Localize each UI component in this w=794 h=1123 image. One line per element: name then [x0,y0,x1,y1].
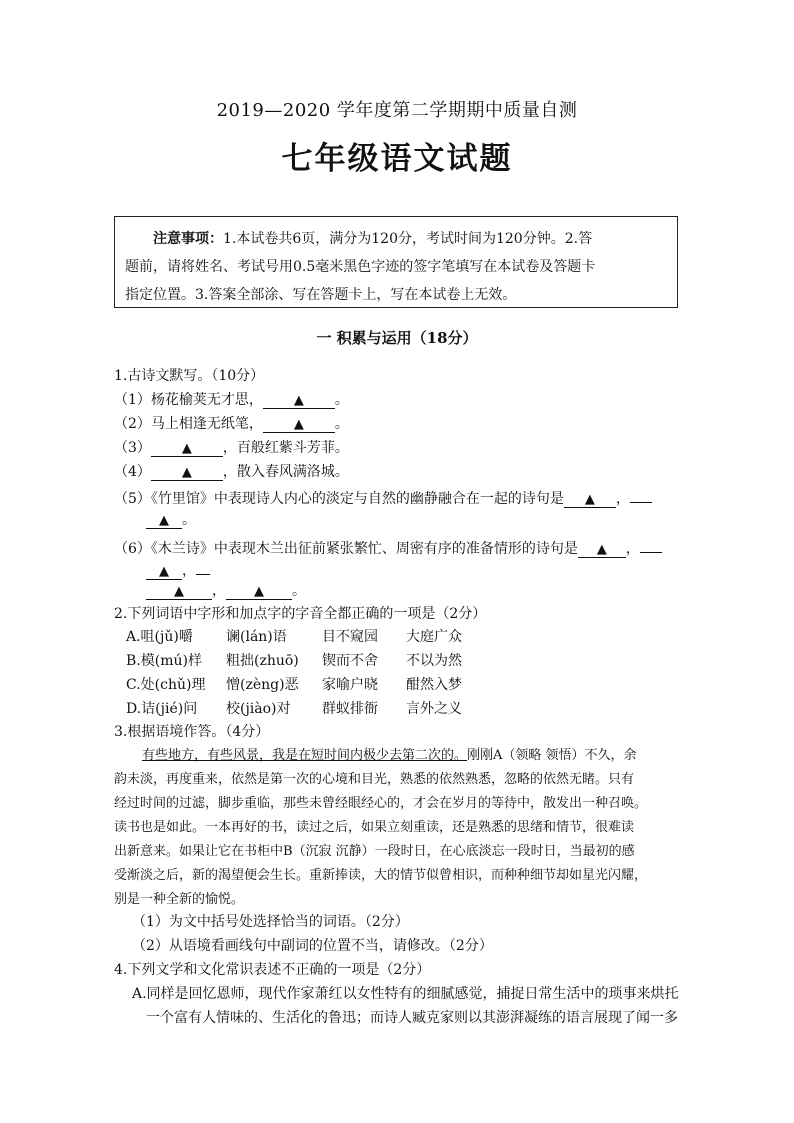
passage-line-3: 经过时间的过滤，脚步重临，那些未曾经眼经心的，才会在岁月的等待中，散发出一种召唤。 [114,796,648,811]
q3-heading: 3.根据语境作答。（4分） [114,724,270,740]
comma: ， [615,491,630,507]
answer-blank[interactable] [263,392,335,409]
triangle-icon: ▲ [293,417,304,432]
answer-blank[interactable] [196,558,210,575]
triangle-icon: ▲ [159,564,169,579]
notice-line-1: 1.本试卷共6页，满分为120分，考试时间为120分钟。2.答 [223,231,593,247]
notice-line-3: 指定位置。3.答案全部涂、写在答题卡上，写在本试卷上无效。 [125,287,517,303]
triangle-icon: ▲ [293,393,304,408]
q1-heading: 1.古诗文默写。（10分） [114,368,265,384]
triangle-icon: ▲ [584,492,595,507]
q1-item-3-end: ，百般红紫斗芳菲。 [222,440,349,456]
q1-item-1-end: 。 [334,392,349,408]
q1-item-6-text: （6）《木兰诗》中表现木兰出征前紧张繁忙、周密有序的准备情形的诗句是 [114,541,578,557]
passage-line-4: 读书也是如此。一本再好的书，读过之后，如果立刻重读，还是熟悉的思绪和情节，很难读 [114,820,635,835]
q1-item-4-text: （4） [114,464,151,480]
q2-option-c[interactable] [126,675,462,695]
q3-sub-1: （1）为文中括号处选择恰当的词语。（2分） [132,914,409,930]
option-word: D.诘(jié)问 [126,701,198,717]
q1-item-3-text: （3） [114,440,151,456]
notice-label: 注意事项： [153,231,223,247]
q1-item-5-text: （5）《竹里馆》中表现诗人内心的淡定与自然的幽静融合在一起的诗句是 [114,491,564,507]
option-word: A.咀(jǔ)嚼 [126,629,193,645]
answer-blank[interactable] [578,541,626,558]
underlined-sentence: 有些地方，有些风景，我是在短时间内极少去第二次的。 [142,748,468,763]
q1-item-1-text: （1）杨花榆荚无才思， [114,392,263,408]
option-word: B.模(mú)样 [126,653,202,669]
q3-passage [114,744,684,912]
triangle-icon: ▲ [159,513,169,528]
q2-option-b[interactable] [126,651,462,671]
q3-sub-2: （2）从语境看画线句中副词的位置不当，请修改。（2分） [132,938,493,954]
answer-blank[interactable] [146,512,182,529]
q1-item-4 [114,462,349,482]
answer-blank[interactable] [226,583,292,600]
notice-line-2: 题前，请将姓名、考试号用0.5毫米黑色字迹的签字笔填写在本试卷及答题卡 [125,259,596,275]
answer-blank[interactable] [146,583,212,600]
option-word: 大庭广众 [406,629,462,645]
option-word: 谰(lán)语 [226,629,287,645]
answer-blank[interactable] [151,464,223,481]
option-word: 锲而不舍 [322,653,378,669]
q4-heading: 4.下列文学和文化常识表述不正确的一项是（2分） [114,962,431,978]
answer-blank[interactable] [640,536,662,553]
exam-subtitle: 2019—2020 学年度第二学期期中质量自测 [216,100,578,121]
q1-item-6-cont [146,558,210,581]
option-word: 不以为然 [406,653,462,669]
q4-option-a-line-1[interactable]: A.同样是回忆恩师，现代作家萧红以女性特有的细腻感觉，捕捉日常生活中的琐事来烘托 [132,986,679,1002]
triangle-icon: ▲ [181,465,192,480]
section-heading: 一 积累与运用（18分） [316,329,478,347]
option-word: 群蚁排衙 [322,701,378,717]
comma: ， [212,583,226,599]
passage-line-1: 刚刚A（领略 领悟）不久，余 [467,748,637,763]
period: 。 [292,583,306,599]
option-word: 校(jiào)对 [226,701,291,717]
option-word: 憎(zèng)恶 [226,677,299,693]
option-word: 酣然入梦 [406,677,462,693]
q1-item-6-cont2 [146,581,306,601]
triangle-icon: ▲ [254,584,264,599]
q2-heading: 2.下列词语中字形和加点字的字音全都正确的一项是（2分） [114,606,487,622]
option-word: 家喻户晓 [322,677,378,693]
q1-item-5 [114,486,652,509]
period: 。 [182,512,196,528]
q1-item-5-cont [146,510,196,530]
q1-item-2 [114,414,349,434]
q1-item-2-end: 。 [334,416,349,432]
answer-blank[interactable] [630,486,652,503]
q1-item-4-end: ，散入春风满洛城。 [222,464,349,480]
option-word: 言外之义 [406,701,462,717]
q1-item-1 [114,390,349,410]
q1-item-6 [114,536,662,559]
comma: ， [182,563,196,579]
answer-blank[interactable] [564,491,616,508]
passage-line-5: 出新意来。如果让它在书柜中B（沉寂 沉静）一段时日，在心底淡忘一段时日，当最初的感 [114,844,635,859]
q2-option-a[interactable] [126,627,462,647]
option-word: C.处(chǔ)理 [126,677,206,693]
q2-option-d[interactable] [126,699,462,719]
exam-title: 七年级语文试题 [281,141,513,177]
answer-blank[interactable] [151,440,223,457]
triangle-icon: ▲ [181,441,192,456]
option-word: 目不窥园 [322,629,378,645]
passage-line-6: 受渐淡之后，新的渴望便会生长。重新捧读，大的情节似曾相识，而种种细节却如星光闪耀， [114,868,648,883]
triangle-icon: ▲ [596,542,607,557]
triangle-icon: ▲ [174,584,184,599]
notice-box [114,216,678,308]
passage-line-7: 别是一种全新的愉悦。 [114,892,245,907]
answer-blank[interactable] [263,416,335,433]
comma: ， [625,541,640,557]
q1-item-3 [114,438,349,458]
q1-item-2-text: （2）马上相逢无纸笔， [114,416,263,432]
answer-blank[interactable] [146,563,182,580]
q4-option-a-line-2: 一个富有人情味的、生活化的鲁迅；而诗人臧克家则以其澎湃凝练的语言展现了闻一多 [146,1010,678,1026]
option-word: 粗拙(zhuō) [226,653,299,669]
passage-line-2: 韵未淡，再度重来，依然是第一次的心境和目光，熟悉的依然熟悉，忽略的依然无睹。只有 [114,772,635,787]
